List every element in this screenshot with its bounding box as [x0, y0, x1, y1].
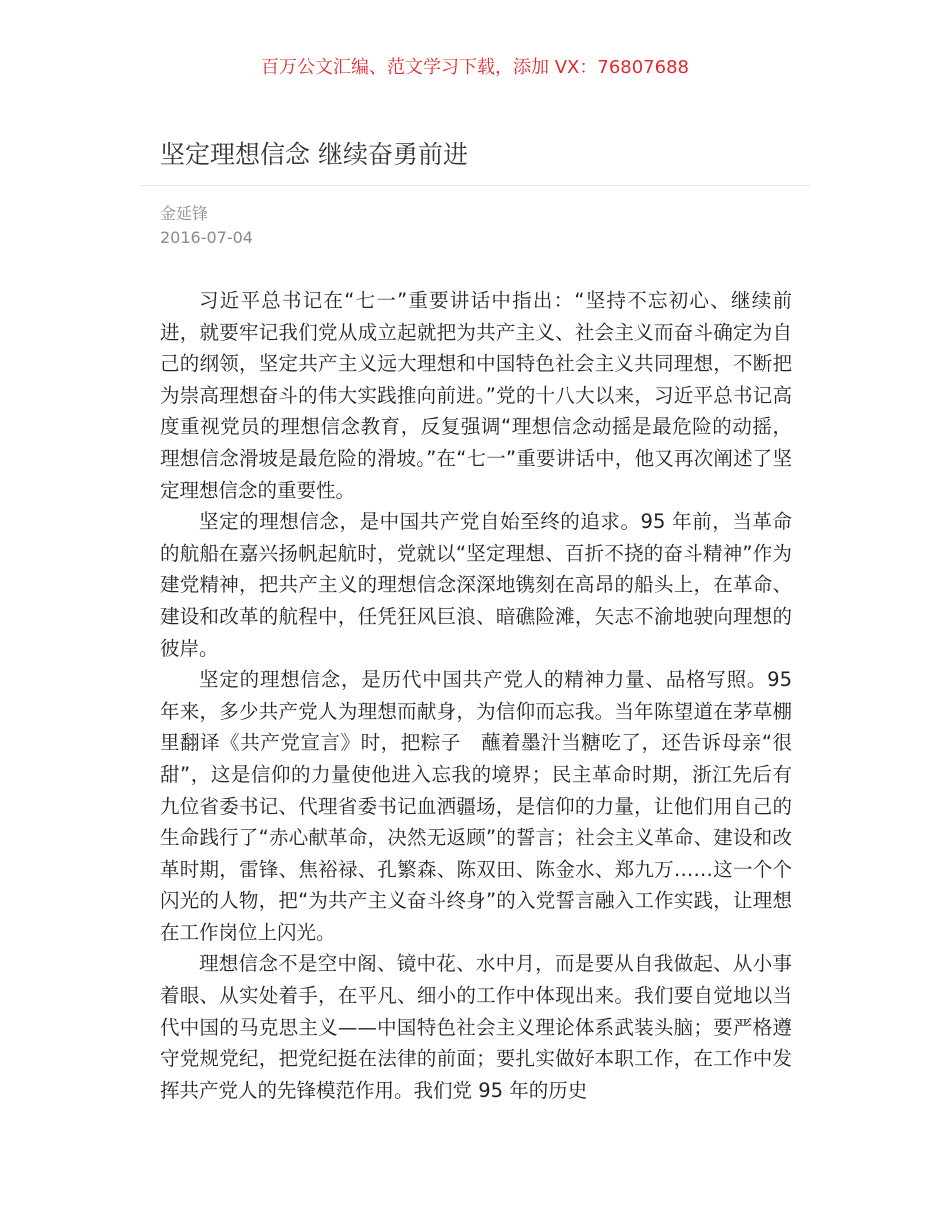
article-title: 坚定理想信念 继续奋勇前进	[160, 140, 468, 169]
article-date: 2016-07-04	[160, 228, 253, 247]
article-body	[160, 285, 792, 1106]
article-author: 金延锋	[160, 204, 209, 223]
paragraph: 理想信念不是空中阁、镜中花、水中月，而是要从自我做起、从小事着眼、从实处着手，在平凡、细小的工作中体现出来。我们要自觉地以当代中国的马克思主义——中国特色社会主义理论体系武装头脑；要严格遵守党规党纪，把党纪挺在法律的前面；要扎实做好本职工作，在工作中发挥共产党人的先锋模范作用。我们党 95 年的历史	[160, 952, 792, 1102]
paragraph: 习近平总书记在“七一”重要讲话中指出：“坚持不忘初心、继续前进，就要牢记我们党从成立起就把为共产主义、社会主义而奋斗确定为自己的纲领，坚定共产主义远大理想和中国特色社会主义共同理想，不断把为崇高理想奋斗的伟大实践推向前进。”党的十八大以来，习近平总书记高度重视党员的理想信念教育，反复强调“理想信念动摇是最危险的动摇，理想信念滑坡是最危险的滑坡。”在“七一”重要讲话中，他又再次阐述了坚定理想信念的重要性。	[160, 289, 792, 502]
title-divider	[140, 185, 810, 186]
paragraph: 坚定的理想信念，是中国共产党自始至终的追求。95 年前，当革命的航船在嘉兴扬帆起航时，党就以“坚定理想、百折不挠的奋斗精神”作为建党精神，把共产主义的理想信念深深地镌刻在高昂的船头上，在革命、建设和改革的航程中，任凭狂风巨浪、暗礁险滩，矢志不渝地驶向理想的彼岸。	[160, 510, 792, 660]
paragraph: 坚定的理想信念，是历代中国共产党人的精神力量、品格写照。95 年来，多少共产党人为理想而献身，为信仰而忘我。当年陈望道在茅草棚里翻译《共产党宣言》时，把粽子 蘸着墨汁当糖吃了，还告诉母亲“很甜”，这是信仰的力量使他进入忘我的境界；民主革命时期，浙江先后有九位省委书记、代理省委书记血洒疆场，是信仰的力量，让他们用自己的生命践行了“赤心献革命，决然无返顾”的誓言；社会主义革命、建设和改革时期，雷锋、焦裕禄、孔繁森、陈双田、陈金水、郑九万……这一个个闪光的人物，把“为共产主义奋斗终身”的入党誓言融入工作实践，让理想在工作岗位上闪光。	[160, 668, 792, 944]
watermark-banner: 百万公文汇编、范文学习下载，添加 VX：76807688	[261, 57, 689, 78]
